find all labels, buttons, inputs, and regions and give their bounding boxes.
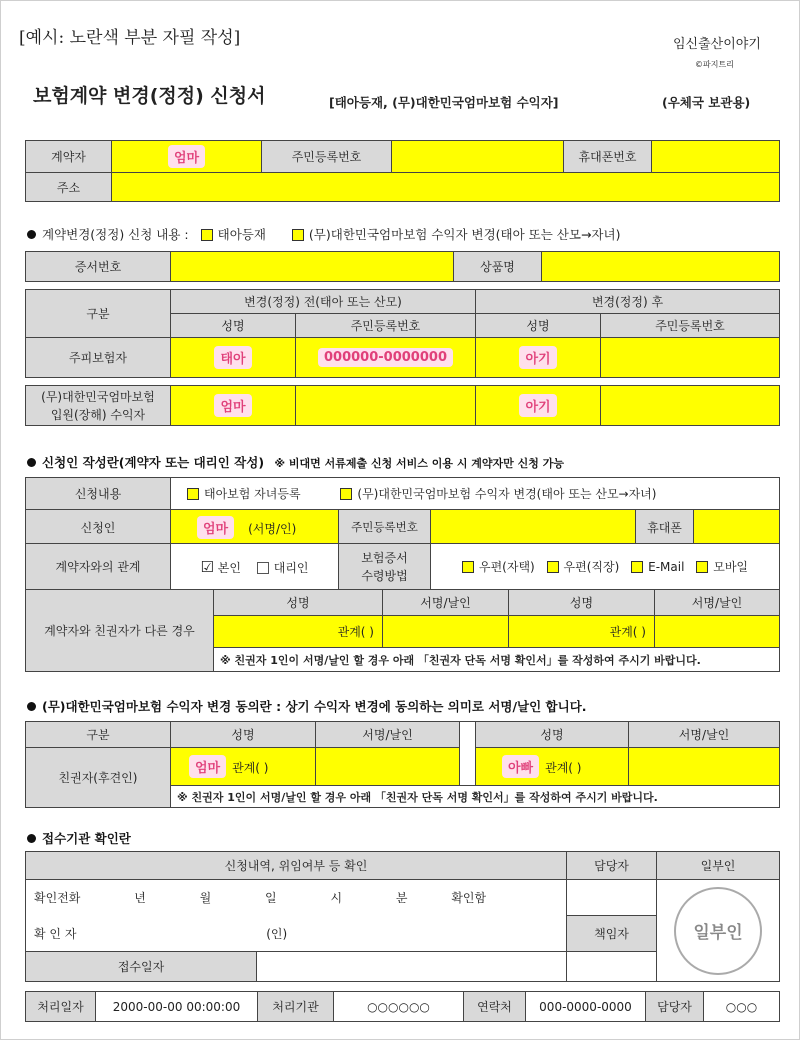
consent-category-header: 구분: [26, 722, 171, 748]
beneficiary-before-name[interactable]: 엄마: [171, 386, 296, 426]
receive-mail-home[interactable]: 우편(자택): [462, 560, 535, 574]
relation-options: [171, 544, 339, 590]
relation-self-option[interactable]: ☑ 본인: [200, 557, 241, 576]
checked-box-icon[interactable]: ☑: [200, 557, 214, 576]
insured-before-name[interactable]: 태아: [171, 338, 296, 378]
checkbox-icon[interactable]: [187, 488, 199, 500]
request-content-title: 계약변경(정정) 신청 내용 :: [42, 227, 189, 242]
responsible-field[interactable]: [567, 952, 657, 982]
beneficiary-after-name[interactable]: 아기: [476, 386, 601, 426]
bullet-icon: [27, 702, 36, 711]
consent-guardian2-sign[interactable]: [629, 748, 780, 786]
reception-section-title: 접수기관 확인란: [27, 829, 131, 847]
confirm-call-row: 확인전화 년 월 일 시 분 확인함: [26, 880, 567, 916]
stamp-header: 일부인: [657, 852, 780, 880]
checkbox-icon[interactable]: [340, 488, 352, 500]
consent-section-title: (무)대한민국엄마보험 수익자 변경 동의란 : 상기 수익자 변경에 동의하는 의미로 서명/날인 합니다.: [27, 697, 587, 715]
receive-mobile[interactable]: 모바일: [696, 560, 748, 574]
insured-after-name[interactable]: 아기: [476, 338, 601, 378]
contact-label: 연락처: [464, 992, 526, 1022]
after-header: 변경(정정) 후: [476, 290, 780, 314]
consent-guardian2-field[interactable]: 아빠 관계( ): [476, 748, 629, 786]
product-name-label: 상품명: [454, 252, 542, 282]
guardian2-sign-header: 서명/날인: [655, 590, 780, 616]
applicant-field[interactable]: 엄마 (서명/인): [171, 510, 339, 545]
address-field[interactable]: [112, 173, 780, 202]
applicant-section-title: 신청인 작성란(계약자 또는 대리인 작성) ※ 비대면 서류제출 신청 서비스 이용 시 계약자만 신청 가능: [27, 453, 564, 471]
applicant-table: [25, 477, 780, 545]
cert-number-label: 증서번호: [26, 252, 171, 282]
before-rrn-header: 주민등록번호: [296, 314, 476, 338]
guardian2-name-field[interactable]: 관계( ): [509, 616, 655, 648]
guardian2-name-header: 성명: [509, 590, 655, 616]
contractor-table: [25, 140, 780, 202]
consent-sign1-header: 서명/날인: [316, 722, 460, 748]
guardian2-sign-field[interactable]: [655, 616, 780, 648]
form-subtitle: [태아등재, (무)대한민국엄마보험 수익자]: [329, 95, 559, 110]
before-name-header: 성명: [171, 314, 296, 338]
receive-email[interactable]: E-Mail: [631, 560, 684, 574]
insured-label: 주피보험자: [26, 338, 171, 378]
manager-header: 담당자: [567, 852, 657, 880]
guardian-diff-label: 계약자와 친권자가 다른 경우: [26, 590, 214, 672]
contractor-value: 엄마: [168, 145, 205, 168]
processing-table: [25, 991, 780, 1022]
checkbox-icon[interactable]: [257, 562, 269, 574]
consent-name2-header: 성명: [476, 722, 629, 748]
guardian1-name-field[interactable]: 관계( ): [214, 616, 383, 648]
guardian1-sign-field[interactable]: [383, 616, 509, 648]
example-note: [예시: 노란색 부분 자필 작성]: [19, 28, 241, 48]
checkbox-icon[interactable]: [462, 561, 474, 573]
form-title: 보험계약 변경(정정) 신청서: [33, 85, 266, 107]
receive-mail-work[interactable]: 우편(직장): [547, 560, 620, 574]
date-stamp: 일부인: [674, 887, 762, 975]
guardian1-name-header: 성명: [214, 590, 383, 616]
after-name-header: 성명: [476, 314, 601, 338]
address-label: 주소: [26, 173, 112, 202]
relation-label: 계약자와의 관계: [26, 544, 171, 590]
receive-method-label: 보험증서 수령방법: [339, 544, 431, 590]
phone-field[interactable]: [652, 141, 780, 173]
applicant-phone-field[interactable]: [694, 510, 779, 544]
beneficiary-label: (무)대한민국엄마보험 입원(장해) 수익자: [26, 386, 171, 426]
phone-label: 휴대폰번호: [564, 141, 652, 173]
consent-guardian1-field[interactable]: 엄마 관계( ): [171, 748, 316, 786]
bullet-icon: [27, 834, 36, 843]
confirmer-row: 확 인 자 (인): [26, 916, 567, 952]
consent-name1-header: 성명: [171, 722, 316, 748]
received-date-field[interactable]: [257, 952, 567, 982]
guardian-footnote: ※ 친권자 1인이 서명/날인 할 경우 아래 「친권자 단독 서명 확인서」를 작성하여 주시기 바랍니다.: [214, 648, 780, 672]
manager-field[interactable]: [567, 880, 657, 916]
copyright: ©파지트리: [695, 60, 734, 69]
applicant-label: 신청인: [26, 510, 171, 545]
consent-guardian-label: 친권자(후견인): [26, 748, 171, 808]
processed-date-label: 처리일자: [26, 992, 96, 1022]
check-header: 신청내역, 위임여부 등 확인: [26, 852, 567, 880]
responsible-label: 책임자: [567, 916, 657, 952]
beneficiary-after-rrn[interactable]: [601, 386, 780, 426]
content-label: 신청내용: [26, 478, 171, 510]
consent-sign2-header: 서명/날인: [629, 722, 780, 748]
office-copy-label: (우체국 보관용): [662, 95, 751, 110]
brand-name: 임신출산이야기: [673, 37, 761, 52]
reception-table: [25, 851, 780, 982]
option-beneficiary-change[interactable]: (무)대한민국엄마보험 수익자 변경(태아 또는 산모→자녀): [340, 487, 656, 501]
relation-agent-option[interactable]: 대리인: [257, 561, 309, 575]
insured-after-rrn[interactable]: [601, 338, 780, 378]
checkbox-icon[interactable]: [292, 229, 304, 241]
insured-before-rrn[interactable]: 000000-0000000: [296, 338, 476, 378]
processed-date-value: 2000-00-00 00:00:00: [96, 992, 258, 1022]
applicant-rrn-label: 주민등록번호: [339, 510, 431, 545]
received-date-label: 접수일자: [26, 952, 257, 982]
consent-divider: [460, 722, 476, 786]
checkbox-icon[interactable]: [201, 229, 213, 241]
cert-number-field[interactable]: [171, 252, 454, 282]
contact-value: 000-0000-0000: [526, 992, 646, 1022]
contractor-label: 계약자: [26, 141, 112, 173]
rrn-label: 주민등록번호: [262, 141, 392, 173]
checkbox-icon[interactable]: [547, 561, 559, 573]
applicant-phone-label: 휴대폰: [636, 510, 694, 544]
change-table: [25, 289, 780, 378]
consent-table: [25, 721, 780, 808]
request-content-line: [27, 225, 620, 243]
guardian1-sign-header: 서명/날인: [383, 590, 509, 616]
applicant-phone-cell: [636, 510, 780, 545]
applicant-rrn-field[interactable]: [431, 510, 636, 545]
checkbox-icon[interactable]: [696, 561, 708, 573]
category-header: 구분: [26, 290, 171, 338]
consent-guardian1-sign[interactable]: [316, 748, 460, 786]
rrn-field[interactable]: [392, 141, 564, 173]
processing-manager-value: ○○○: [704, 992, 780, 1022]
processing-org-label: 처리기관: [258, 992, 334, 1022]
relation-table: [25, 543, 780, 590]
receive-options: [431, 544, 780, 590]
before-header: 변경(정정) 전(태아 또는 산모): [171, 290, 476, 314]
bullet-icon: [27, 458, 36, 467]
option-beneficiary-change[interactable]: (무)대한민국엄마보험 수익자 변경(태아 또는 산모→자녀): [292, 227, 621, 242]
processing-org-value: ○○○○○○: [334, 992, 464, 1022]
option-fetus-registration[interactable]: 태아등재: [201, 227, 266, 242]
contractor-field[interactable]: [112, 141, 262, 173]
product-name-field[interactable]: [542, 252, 780, 282]
beneficiary-change-table: [25, 385, 780, 426]
beneficiary-before-rrn[interactable]: [296, 386, 476, 426]
consent-footnote: ※ 친권자 1인이 서명/날인 할 경우 아래 「친권자 단독 서명 확인서」를 작성하여 주시기 바랍니다.: [171, 786, 780, 808]
option-child-registration[interactable]: 태아보험 자녀등록: [187, 487, 301, 501]
after-rrn-header: 주민등록번호: [601, 314, 780, 338]
bullet-icon: [27, 230, 36, 239]
stamp-cell: [657, 880, 780, 982]
checkbox-icon[interactable]: [631, 561, 643, 573]
processing-manager-label: 담당자: [646, 992, 704, 1022]
guardian-diff-table: [25, 589, 780, 672]
policy-table: [25, 251, 780, 282]
content-options: [171, 478, 780, 510]
